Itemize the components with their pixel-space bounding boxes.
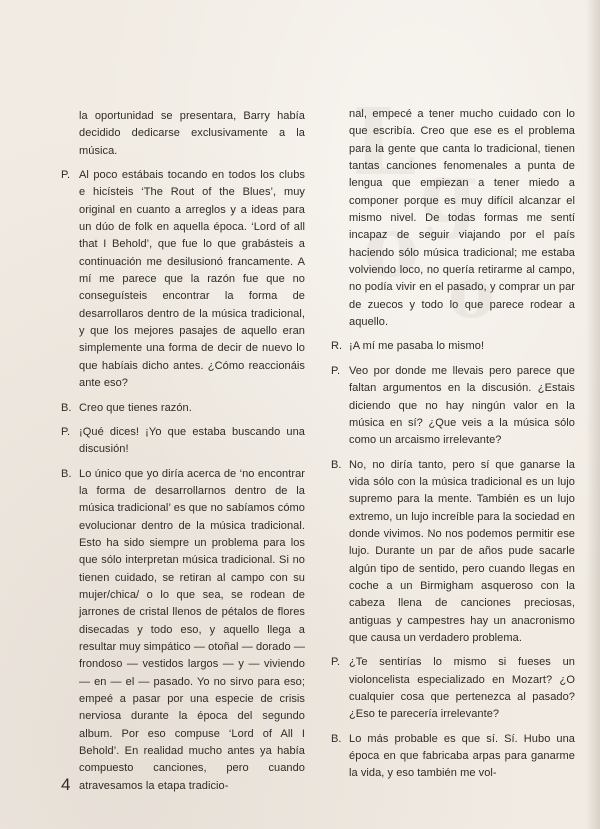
speaker-label: P.	[331, 656, 341, 669]
interview-paragraph	[331, 457, 575, 648]
paragraph-text: nal, empecé a tener mucho cuidado con lo que escribía. Creo que ese es el problema para la gente que canta lo tradicional, tienen tantas canciones fenomenales a punta de lengua que empiezan a tener miedo a componer porque es muy difícil alcanzar el mismo nivel. De todas formas me sentí incapaz de seguir viajando por el país haciendo sólo música tradicional; me estaba volviendo loco, no quería retirarme al campo, no podía vivir en el pasado, y comprar un par de zuecos y todo lo que parece rodear a aquello.	[349, 108, 575, 329]
speaker-label: R.	[331, 340, 343, 353]
speaker-label: B.	[331, 458, 342, 471]
paragraph-text: la oportunidad se presentara, Barry había decidido dedicarse exclusivamente a la música.	[79, 110, 305, 157]
page-number: 4	[61, 775, 71, 794]
interview-paragraph	[61, 466, 305, 796]
paragraph-text: Lo único que yo diría acerca de ‘no encontrar la forma de desarrollarnos dentro de la música tradicional’ es que no sabíamos cómo evolucionar dentro de la música tradicional. Esto ha sido siempre un problema para los que sólo interpretan música tradicional. Si no tienen cuidado, se retiran al campo con su mujer/chica/ o lo que sea, se rodean de jarrones de cristal llenos de pétalos de flores disecadas y todo eso, y aquello llega a resultar muy simpático — otoñal — dorado — frondoso — vestidos largos — y — viviendo — en — el — pasado. Yo no sirvo para eso; empeé a pasar por una especie de crisis nerviosa durante la época del segundo album. Por eso compuse ‘Lord of All I Behold’. En realidad mucho antes ya había compuesto canciones, pero cuando atravesamos la etapa tradicio-	[79, 467, 305, 792]
speaker-label: P.	[331, 364, 341, 377]
paragraph-text: Al poco estábais tocando en todos los clubs e hicísteis ‘The Rout of the Blues’, muy original en cuanto a arreglos y a ideas para un dúo de folk en aquella época. ‘Lord of all that I Behold’, que fue lo que grabásteis a continuación me desilusionó francamente. A mí me parece que la razón fue que no conseguísteis encontrar la forma de desarrollaros dentro de la música tradicional, y que los mejores pasajes de aquello eran simplemente una forma de decir de nuevo lo que habíais dicho antes. ¿Cómo reaccionáis ante eso?	[79, 169, 305, 390]
interview-paragraph	[61, 424, 305, 459]
left-column	[61, 108, 305, 802]
show-through-mark: L	[352, 88, 417, 196]
paragraph-text: ¿Te sentirías lo mismo si fueses un violoncelista especializado en Mozart? ¿O cualquier cosa que pertenezca al pasado? ¿Eso te parecería irrelevante?	[349, 656, 575, 721]
speaker-label: P.	[61, 169, 71, 182]
paragraph-text: ¡A mí me pasaba lo mismo!	[349, 340, 485, 353]
show-through-mark: g	[420, 145, 478, 241]
paragraph-continuation	[61, 108, 305, 160]
speaker-label: B.	[61, 401, 72, 414]
paragraph-text: Veo por donde me llevais pero parece que faltan argumentos en la discusión. ¿Estais diciendo que no hay ningún valor en la música en sí? ¿Que veis a la música sólo como un arcaismo irrelevante?	[349, 364, 575, 447]
right-column	[331, 106, 575, 790]
interview-paragraph	[331, 654, 575, 723]
speaker-label: B.	[61, 467, 72, 480]
paragraph-text: ¡Qué dices! ¡Yo que estaba buscando una discusión!	[79, 425, 305, 456]
interview-paragraph	[331, 363, 575, 450]
speaker-label: B.	[331, 732, 342, 745]
paragraph-continuation	[331, 106, 575, 334]
speaker-label: P.	[61, 425, 71, 438]
page-edge-shadow	[586, 0, 600, 829]
paragraph-text: Creo que tienes razón.	[79, 401, 192, 414]
interview-paragraph	[331, 731, 575, 783]
paragraph-text: Lo más probable es que sí. Sí. Hubo una época en que fabricaba arpas para ganarme la vida, y eso también me vol-	[349, 732, 575, 780]
interview-paragraph	[61, 400, 305, 417]
paragraph-text: No, no diría tanto, pero sí que ganarse la vida sólo con la música tradicional es un lujo supremo para la mente. También es un lujo extremo, un lujo increíble para la sociedad en donde vivimos. No nos podemos permitir ese lujo. Durante un par de años pude sacarle algún tipo de sentido, pero cuando llegas en coche a un Birmigham asqueroso con la cabeza llena de canciones preciosas, antiguas y campestres hay un anacronismo que causa un verdadero problema.	[349, 458, 575, 644]
interview-paragraph	[331, 338, 575, 355]
interview-paragraph	[61, 167, 305, 392]
show-through-mark: o	[448, 251, 495, 334]
show-through-mark: o	[363, 197, 420, 296]
